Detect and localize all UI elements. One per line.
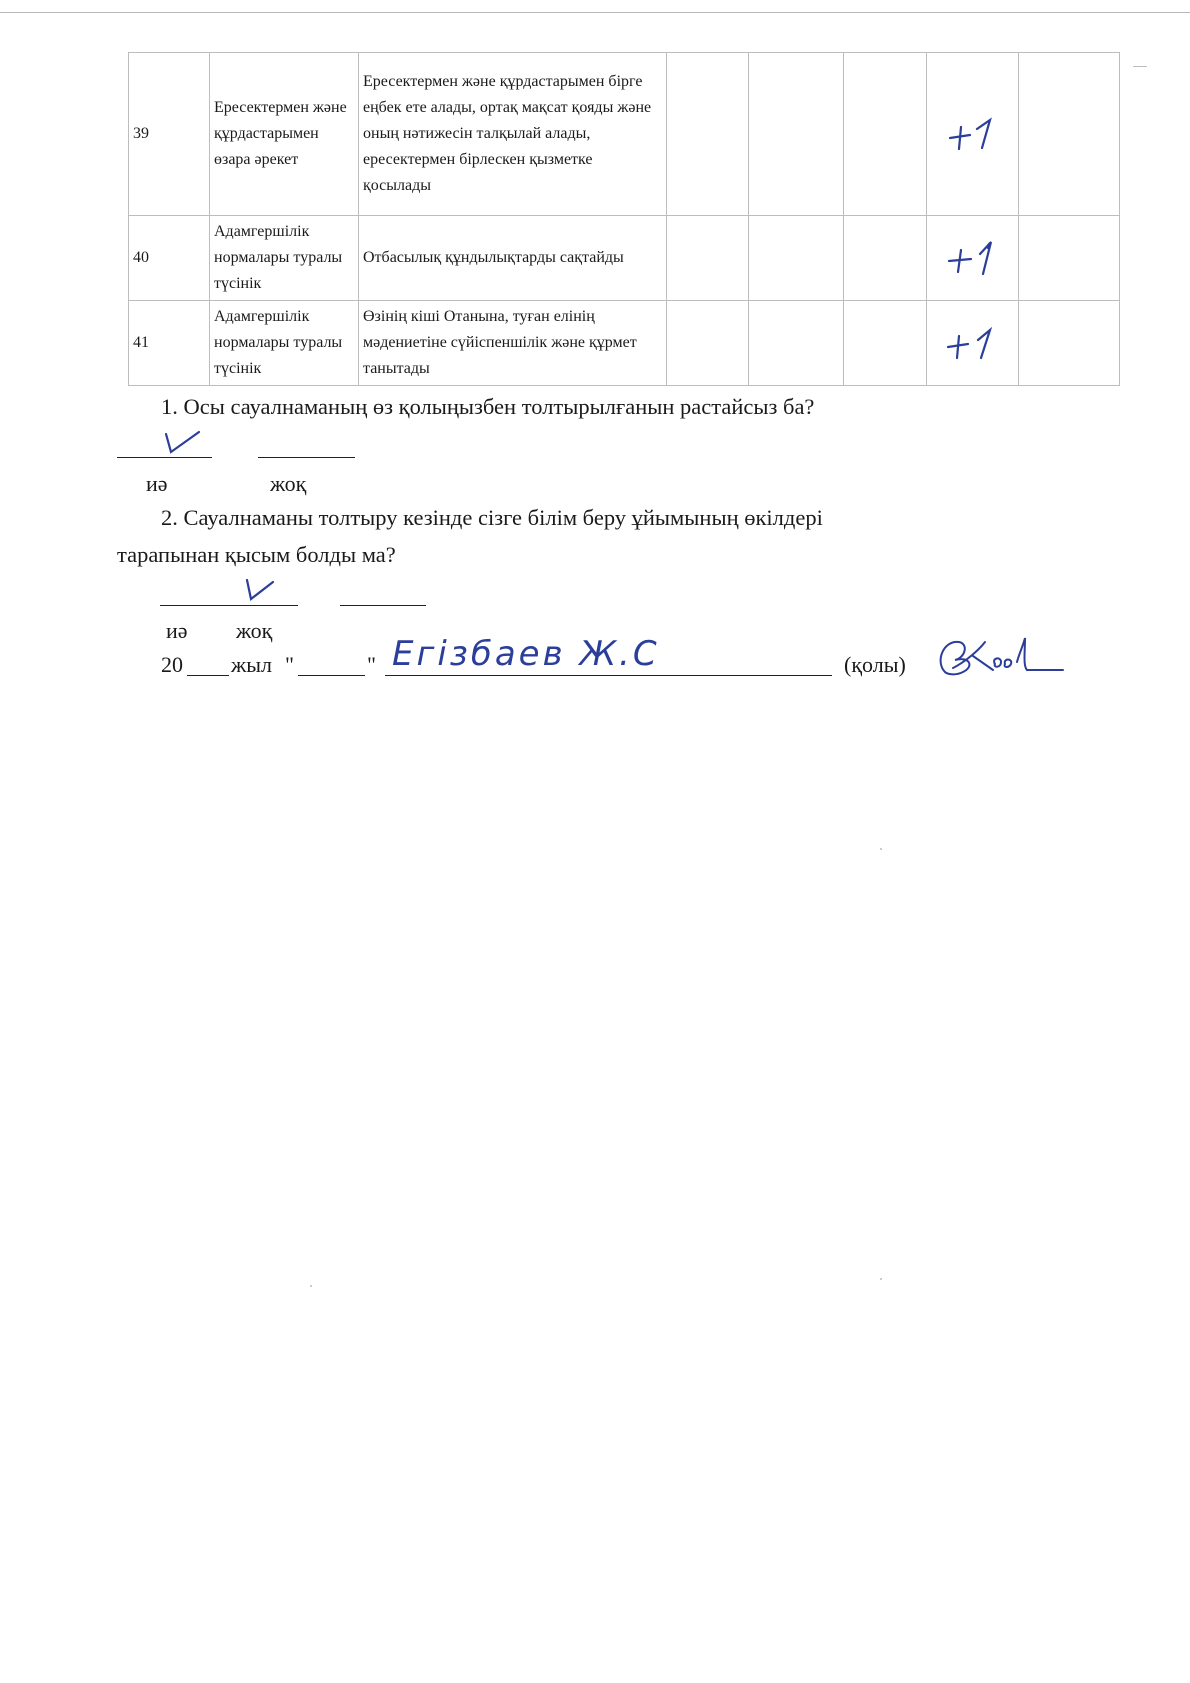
score-cell (667, 301, 749, 386)
handwritten-plus-one-mark (931, 54, 1014, 214)
row-category: Адамгершілік нормалары туралы түсінік (210, 216, 359, 301)
quote-open: " (285, 652, 294, 677)
score-cell (844, 216, 927, 301)
table-row (129, 301, 1120, 386)
score-cell (749, 53, 844, 216)
question-2-yes-blank[interactable] (160, 605, 298, 606)
table-row (129, 53, 1120, 216)
handwritten-signature-icon (935, 632, 1065, 682)
question-2-no-blank[interactable] (340, 605, 426, 606)
question-2-text-line2: тарапынан қысым болды ма? (117, 542, 396, 567)
year-blank[interactable] (187, 675, 229, 676)
score-cell (844, 53, 927, 216)
row-description: Өзінің кіші Отанына, туған елінің мәдениетіне сүйіспеншілік және құрмет танытады (359, 301, 667, 386)
table-row (129, 216, 1120, 301)
score-cell (667, 216, 749, 301)
question-2-yes-label: иә (166, 618, 188, 643)
question-2-no-label: жоқ (236, 618, 273, 643)
handwritten-plus-one-mark (931, 302, 1014, 384)
assessment-table (128, 52, 1120, 386)
score-cell-marked (927, 301, 1019, 386)
row-number: 40 (129, 216, 210, 301)
quote-close: " (367, 652, 376, 677)
row-category: Ересектермен және құрдастарымен өзара әрекет (210, 53, 359, 216)
row-number: 39 (129, 53, 210, 216)
question-1-yes-label: иә (146, 471, 168, 496)
scan-edge-line (0, 12, 1190, 13)
handwritten-check-mark-icon (243, 576, 279, 604)
question-1-no-label: жоқ (270, 471, 307, 496)
score-cell (749, 301, 844, 386)
score-cell (1019, 216, 1120, 301)
row-category: Адамгершілік нормалары туралы түсінік (210, 301, 359, 386)
year-prefix: 20 (161, 652, 183, 677)
row-number: 41 (129, 301, 210, 386)
scan-speck (310, 1285, 312, 1287)
score-cell (844, 301, 927, 386)
scan-speck (880, 848, 882, 850)
score-cell (667, 53, 749, 216)
question-1-text: 1. Осы сауалнаманың өз қолыңызбен толтырылғанын растайсыз ба? (161, 394, 815, 419)
day-blank[interactable] (298, 675, 365, 676)
year-suffix: жыл (231, 652, 272, 677)
question-1-no-blank[interactable] (258, 457, 355, 458)
score-cell (1019, 53, 1120, 216)
score-cell (749, 216, 844, 301)
scan-speck (1133, 66, 1147, 67)
handwritten-plus-one-mark (931, 217, 1014, 299)
handwritten-name: Егізбаев Ж.С (392, 634, 660, 674)
handwritten-check-mark-icon (163, 428, 207, 458)
signature-label: (қолы) (844, 652, 906, 677)
score-cell-marked (927, 53, 1019, 216)
score-cell-marked (927, 216, 1019, 301)
scan-speck (880, 1278, 882, 1280)
score-cell (1019, 301, 1120, 386)
question-2-text-line1: 2. Сауалнаманы толтыру кезінде сізге білім беру ұйымының өкілдері (161, 505, 823, 530)
name-blank[interactable] (385, 675, 832, 676)
row-description: Отбасылық құндылықтарды сақтайды (359, 216, 667, 301)
row-description: Ересектермен және құрдастарымен бірге еңбек ете алады, ортақ мақсат қояды және оның нәтижесін талқылай алады, ересектермен бірлескен қызметке қосылады (359, 53, 667, 216)
